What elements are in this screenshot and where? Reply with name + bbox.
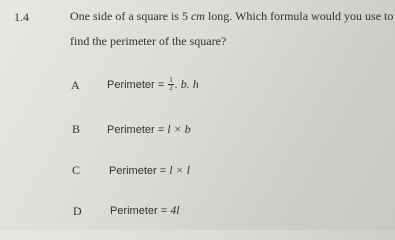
option-b-formula: l × b: [167, 122, 191, 136]
option-c-formula: l × l: [169, 163, 190, 177]
option-a[interactable]: [107, 75, 199, 93]
option-b-label: Perimeter =: [107, 124, 168, 136]
option-a-frac-numerator: 1: [169, 75, 173, 84]
question-number: 1.4: [14, 10, 29, 24]
option-d[interactable]: [110, 201, 180, 219]
question-text-line2: find the perimeter of the square?: [70, 34, 227, 48]
unit-cm: cm: [190, 9, 205, 23]
option-c-letter: C: [72, 163, 81, 177]
option-a-frac-denominator: 2: [169, 83, 173, 92]
option-a-letter: A: [71, 78, 80, 92]
question-text-line1: [70, 9, 393, 24]
option-a-formula: . b. h: [174, 77, 199, 91]
question-text-suffix: long. Which formula would you use to: [204, 9, 394, 23]
option-d-letter: D: [73, 204, 82, 218]
option-d-formula: 4l: [170, 203, 180, 217]
option-c[interactable]: [109, 161, 190, 179]
option-b[interactable]: [107, 120, 191, 138]
option-a-fraction: [168, 77, 174, 92]
question-text-prefix: One side of a square is 5: [70, 9, 191, 23]
option-a-label: Perimeter =: [107, 79, 168, 91]
option-c-label: Perimeter =: [109, 165, 170, 177]
option-b-letter: B: [72, 122, 81, 136]
option-d-label: Perimeter =: [110, 205, 171, 217]
